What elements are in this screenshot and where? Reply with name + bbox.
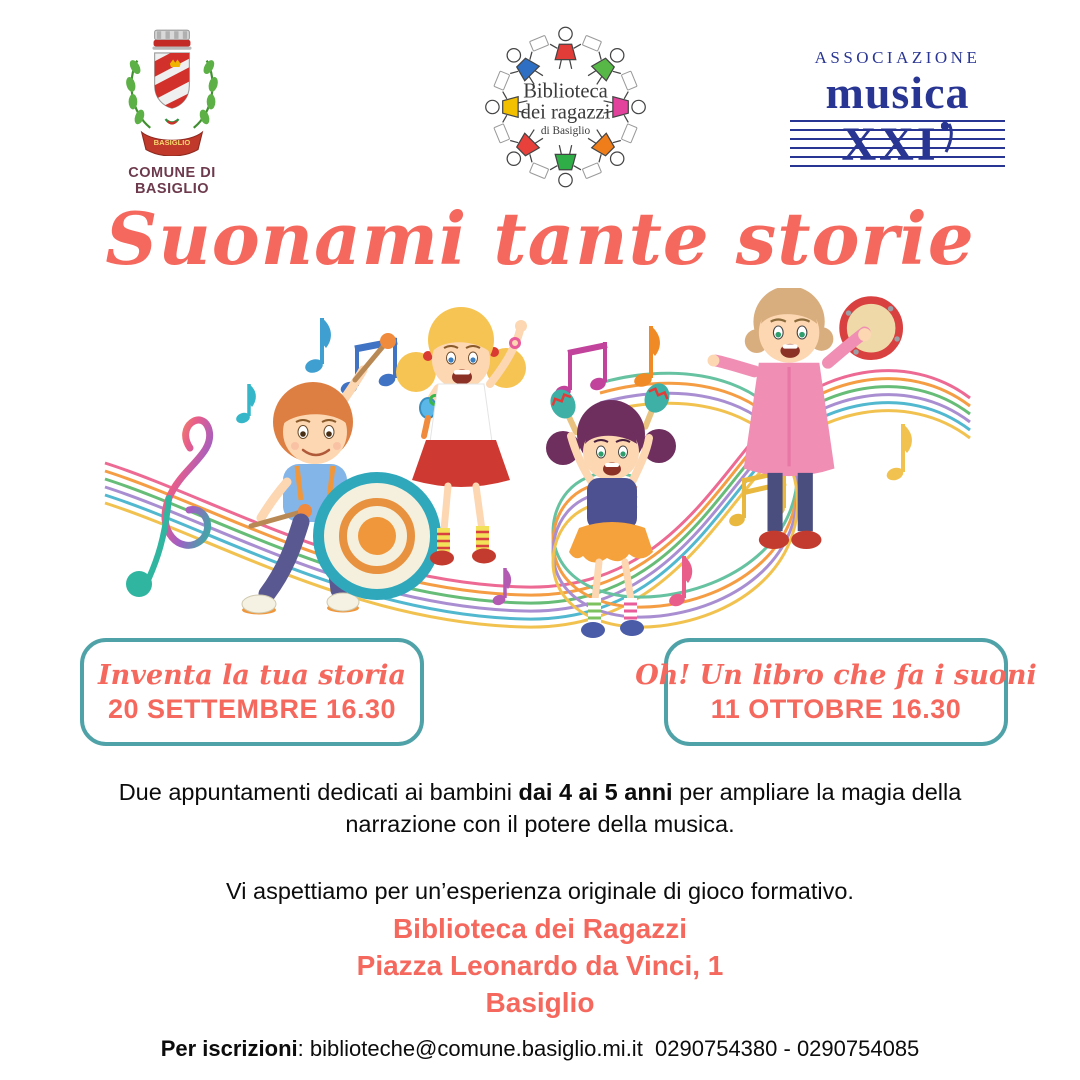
- musica-logo-numeral: XXI: [841, 118, 939, 171]
- library-logo-line3: di Basiglio: [540, 124, 591, 137]
- musica-logo-association: ASSOCIAZIONE: [814, 48, 981, 67]
- comune-di-basiglio-logo: [92, 28, 252, 197]
- description-paragraph-2: Vi aspettiamo per un’esperienza originale di gioco formativo.: [226, 877, 854, 904]
- registration-details: : biblioteche@comune.basiglio.mi.it 0290754380 - 0290754085: [297, 1036, 920, 1061]
- poster-title: Suonami tante storie: [105, 196, 975, 281]
- description-age-range: dai 4 ai 5 anni: [518, 779, 673, 805]
- event-box-1: [80, 638, 424, 746]
- musica-logo-word: musica: [825, 67, 970, 118]
- drum-icon: [313, 472, 441, 600]
- event-1-date: 20 SETTEMBRE 16.30: [107, 693, 397, 724]
- tambourine-girl-illustration: [708, 288, 900, 549]
- music-note-icon: [235, 384, 256, 425]
- venue-city: Basiglio: [485, 987, 595, 1019]
- comune-ribbon-text: BASIGLIO: [153, 138, 191, 148]
- venue-address: Piazza Leonardo da Vinci, 1: [356, 950, 724, 982]
- event-2-name: Oh! Un libro che fa i suoni: [635, 659, 1037, 691]
- event-description: [80, 776, 1000, 907]
- venue-name: Biblioteca dei Ragazzi: [392, 913, 688, 944]
- registration-contacts: [0, 1036, 1080, 1062]
- venue-block: [0, 910, 1080, 1022]
- library-logo-line2: dei ragazzi: [520, 101, 611, 124]
- children-circle-icon: [478, 18, 653, 196]
- comune-caption: COMUNE DI BASIGLIO: [128, 165, 216, 197]
- biblioteca-ragazzi-logo: [478, 18, 653, 196]
- event-2-date: 11 OTTOBRE 16.30: [710, 693, 962, 724]
- event-1-name: Inventa la tua storia: [98, 659, 406, 691]
- registration-label: Per iscrizioni: [160, 1036, 298, 1061]
- music-note-icon: [885, 424, 912, 482]
- eighth-rest-icon: [941, 113, 954, 165]
- description-intro: Due appuntamenti dedicati ai bambini: [118, 779, 519, 805]
- event-box-2: [635, 638, 1037, 746]
- associazione-musica-xxi-logo: [790, 48, 1005, 171]
- comune-crest-icon: [116, 28, 228, 156]
- children-music-illustration: [95, 288, 985, 666]
- description-outro: per ampliare la magia della narrazione con il potere della musica.: [345, 779, 962, 838]
- music-note-icon: [632, 326, 660, 389]
- music-note-icon: [303, 318, 331, 375]
- description-paragraph-1: [80, 776, 1000, 841]
- rainbow-staff-lines: [105, 371, 970, 627]
- musica-logo-staff: [790, 118, 1005, 171]
- library-logo-line1: Biblioteca: [523, 80, 608, 103]
